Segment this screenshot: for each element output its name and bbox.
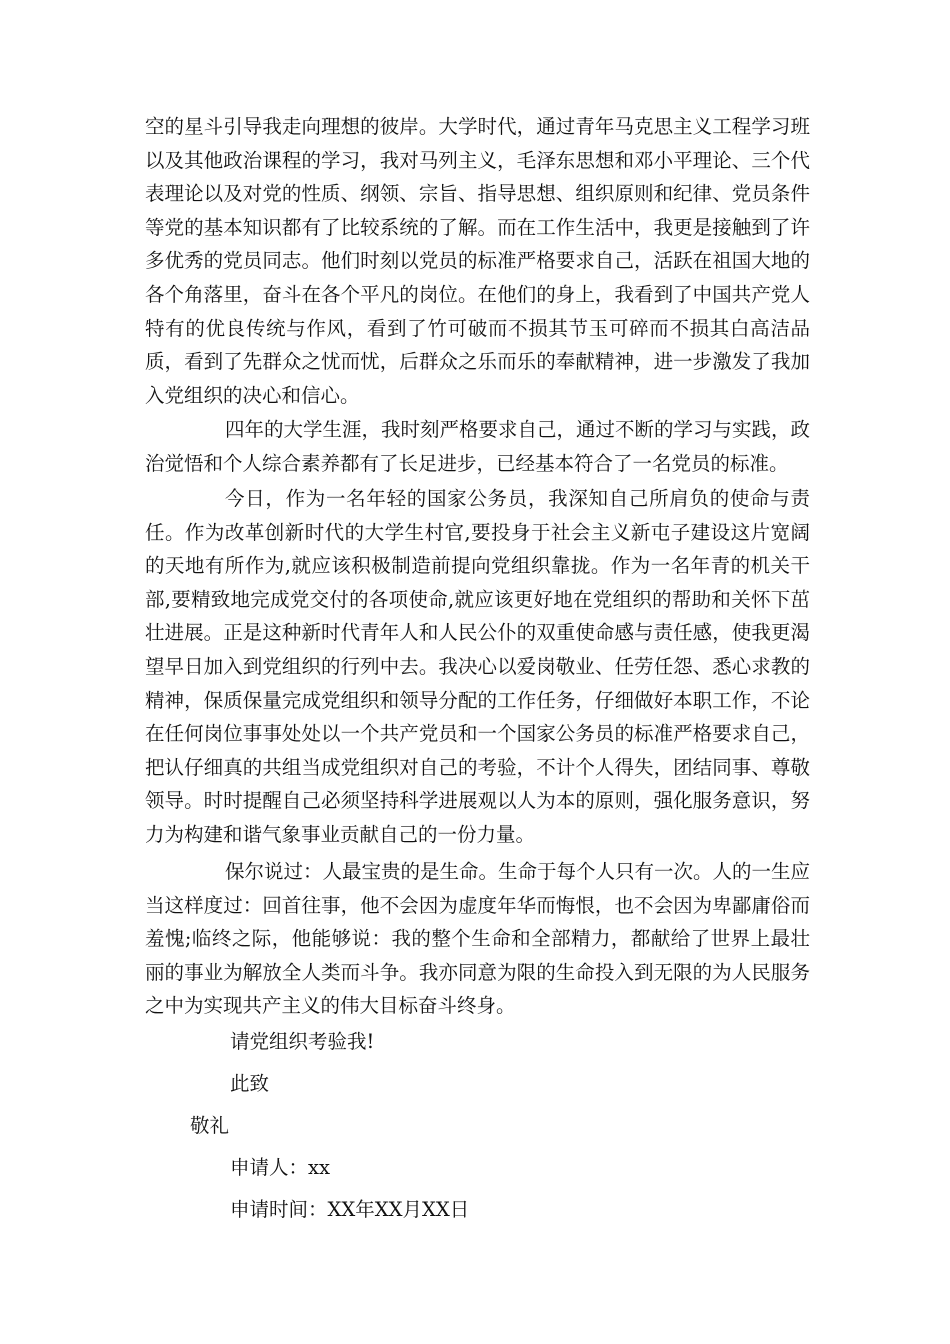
paragraph-4: 保尔说过：人最宝贵的是生命。生命于每个人只有一次。人的一生应当这样度过：回首往事，他不会因为虚度年华而悔恨，也不会因为卑鄙庸俗而羞愧;临终之际，他能够说：我的整个生命和全部精力，都献给了世界上最壮丽的事业为解放全人类而斗争。我亦同意为限的生命投入到无限的为人民服务之中为实现共产主义的伟大目标奋斗终身。 [145, 860, 811, 1018]
closing-request: 请党组织考验我! [230, 1030, 375, 1053]
applicant-line: 申请人：xx [230, 1156, 330, 1179]
application-date: 申请时间：XX年XX月XX日 [230, 1198, 470, 1221]
paragraph-3: 今日，作为一名年轻的国家公务员，我深知自己所肩负的使命与责任。作为改革创新时代的大学生村官,要投身于社会主义新屯子建设这片宽阔的天地有所作为,就应该积极制造前提向党组织靠拢。作为一名年青的机关干部,要精致地完成党交付的各项使命,就应该更好地在党组织的帮助和关怀下茁壮进展。正是这种新时代青年人和人民公仆的双重使命感与责任感，使我更渴望早日加入到党组织的行列中去。我决心以爱岗敬业、任劳任怨、悉心求教的精神，保质保量完成党组织和领导分配的工作任务，仔细做好本职工作，不论在任何岗位事事处处以一个共产党员和一个国家公务员的标准严格要求自己，把认仔细真的共组当成党组织对自己的考验，不计个人得失，团结同事、尊敬领导。时时提醒自己必须坚持科学进展观以人为本的原则，强化服务意识，努力为构建和谐气象事业贡献自己的一份力量。 [145, 487, 810, 846]
paragraph-1: 空的星斗引导我走向理想的彼岸。大学时代，通过青年马克思主义工程学习班以及其他政治课程的学习，我对马列主义，毛泽东思想和邓小平理论、三个代表理论以及对党的性质、纲领、宗旨、指导思想、组织原则和纪律、党员条件等党的基本知识都有了比较系统的了解。而在工作生活中，我更是接触到了许多优秀的党员同志。他们时刻以党员的标准严格要求自己，活跃在祖国大地的各个角落里，奋斗在各个平凡的岗位。在他们的身上，我看到了中国共产党人特有的优良传统与作风，看到了竹可破而不损其节玉可碎而不损其白高洁品质，看到了先群众之忧而忧，后群众之乐而乐的奉献精神，进一步激发了我加入党组织的决心和信心。 [145, 115, 810, 407]
closing-cizhi: 此致 [230, 1072, 270, 1095]
closing-jingli: 敬礼 [190, 1114, 230, 1137]
paragraph-2: 四年的大学生涯，我时刻严格要求自己，通过不断的学习与实践，政治觉悟和个人综合素养都有了长足进步，已经基本符合了一名党员的标准。 [145, 418, 811, 475]
